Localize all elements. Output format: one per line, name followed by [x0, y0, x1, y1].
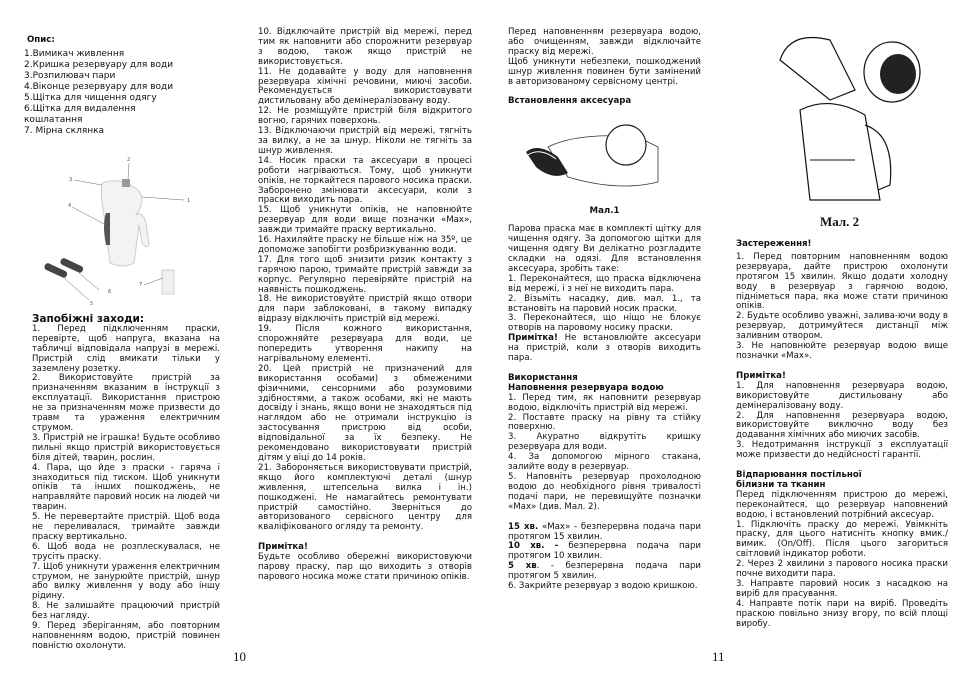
list-item: 17. Для того щоб знизити ризик контакту з гарячою парою, тримайте пристрій завжди за корпус. Регулярно перевіряйте пристрій на наявність пошкоджень.: [258, 254, 472, 295]
list-item: 2. Будьте особливо уважні, залива-ючи воду в резервуар, дотримуйтеся дистанції між заливним отвором.: [736, 311, 948, 342]
list-item: 5. Не перевертайте пристрій. Щоб вода не переливалася, тримайте завжди праску вертикально.: [32, 512, 220, 542]
list-item: 15. Щоб уникнути опіків, не наповнюйте резервуар для води вище позначки «Max», завжди тримайте праску вертикально.: [258, 205, 472, 236]
list-item: 2. Поставте праску на рівну та стійку поверхню.: [508, 412, 701, 433]
list-item: 1. Перед підключенням праски, перевірте, щоб напруга, вказана на табличці відповідала напрузі в мережі. Пристрій слід вмикати тільки у заземлену розетку.: [32, 323, 220, 374]
list-item: 10. Відключайте пристрій від мережі, перед тим як наповнити або спорожнити резервуар з водою, також якщо пристрій не використовується.: [258, 27, 472, 67]
list-item: 6.Щітка для видалення кошлатання: [24, 103, 136, 125]
column-2: [258, 28, 472, 583]
brush-attachment-image: [508, 107, 701, 207]
list-item: 14. Носик праски та аксесуари в процесі роботи нагріваються. Тому, щоб уникнути опіків, не торкайтеся парового носика праски. Заборонено змінювати аксесуари, коли з праски виходить пара.: [258, 155, 472, 206]
figure-label: 5: [90, 300, 94, 307]
list-item: 3. Недотримання інструкції з експлуатації може призвести до недійсності гарантії.: [736, 440, 948, 461]
list-item: 19. Після кожного використання, спорожняйте резервуара для води, це попередить утворення накипу на нагрівальному елементі.: [258, 324, 472, 364]
usage-title: Використання: [508, 372, 578, 383]
note-text: Не встановлюйте аксесуари на пристрій, коли з отворів виходить пара.: [508, 333, 701, 364]
accessory-title: Встановлення аксесуара: [508, 96, 632, 107]
safety-list-part1: [32, 325, 220, 652]
steamer-filling-image: [770, 0, 950, 220]
safety-title: Запобіжні заходи:: [32, 312, 145, 325]
list-item: 4. За допомогою мірного стакана, залийте воду в резервуар.: [508, 452, 701, 473]
level-item: [508, 542, 701, 562]
list-item: 7. Мірна склянка: [24, 125, 105, 136]
level-label: 10 хв. -: [508, 541, 559, 552]
figure-label: 7: [139, 281, 143, 288]
list-item: 4. Пара, що йде з праски - гаряча і знаходиться під тиском. Щоб уникнути опіків та інших пошкоджень, не направляйте паровий носик на людей чи тварин.: [32, 462, 220, 513]
steamer-diagram-image: [24, 145, 224, 315]
list-item: 4.Віконце резервуару для води: [24, 81, 174, 92]
description-list: [24, 49, 220, 137]
steaming-title: Відпарювання постільної білизни та тканин: [736, 470, 862, 490]
list-item: 3. Переконайтеся, що ніщо не блокує отворів на паровому носику праски.: [508, 313, 701, 334]
figure-2-caption: Мал. 2: [820, 214, 860, 229]
list-item: 6. Закрийте резервуар з водою кришкою.: [508, 581, 698, 592]
level-label: 5 хв: [508, 561, 537, 572]
list-item: 1. Перед тим, як наповнити резервуар водою, відключіть пристрій від мережі.: [508, 392, 701, 413]
figure-label: 3: [69, 176, 73, 183]
level-text: . - безперервна подача пари протягом 5 хвилин.: [508, 561, 701, 582]
list-item: 13. Відключаючи пристрій від мережі, тягніть за вилку, а не за шнур. Ніколи не тягніть за шнур живлення.: [258, 126, 472, 156]
accessory-intro: Парова праска має в комплекті щітку для чищення одягу. За допомогою щітки для чищення одягу Ви делікатно розгладите складки на одязі. Для встановлення аксесуара, зробіть таке:: [508, 224, 701, 274]
product-diagram: [24, 145, 220, 315]
list-item: 18. Не використовуйте пристрій якщо отвори для пари заблоковані, в такому випадку відразу відключіть пристрій від мережі.: [258, 294, 472, 325]
figure-1-caption: Мал.1: [589, 206, 620, 217]
fill-title: Наповнення резервуара водою: [508, 382, 664, 393]
list-item: 11. Не додавайте у воду для наповнення резервуара хімічні речовини, миючі засоби. Рекомендується використовувати дистильовану або демінералізовану воду.: [258, 66, 472, 107]
list-item: 1. Для наповнення резервуара водою, використовуйте дистильовану або демінералізовану воду.: [736, 380, 948, 411]
figure-label: 4: [68, 202, 72, 209]
list-item: 12. Не розміщуйте пристрій біля відкритого вогню, гарячих поверхонь.: [258, 106, 472, 127]
note2-title: Примітка!: [736, 370, 786, 381]
description-title: Опис:: [27, 35, 55, 45]
note-title: Примітка!: [258, 542, 308, 553]
figure-2: [770, 0, 950, 235]
list-item: 20. Цей пристрій не призначений для використання особами) з обмеженими фізичними, сенсорними або розумовими здібностями, а також особами, які не мають досвіду і знань, якщо вони не знаходяться під наглядом або не отримали інструкцію із застосування пристрою від особи, відповідальної за їх безпеку. Не рекомендовано використовувати пристрій дітям у віці до 14 років.: [258, 363, 472, 463]
note-paragraph: Перед наповненням резервуара водою, або очищенням, завжди відключайте праску від мережі.: [508, 27, 701, 57]
warning-title: Застереження!: [736, 239, 812, 249]
list-item: 5. Наповніть резервуар прохолодною водою до необхідного рівня тривалості подачі пари, не перевищуйте позначки «Max» (див. Мал. 2).: [508, 472, 701, 512]
list-item: 1.Вимикач живлення: [24, 48, 125, 59]
list-item: 2. Візьміть насадку, див. мал. 1., та встановіть на паровий носик праски.: [508, 293, 701, 314]
figure-label: 1: [187, 197, 191, 204]
list-item: 2. Використовуйте пристрій за призначенням вказаним в інструкції з експлуатації. Використання пристрою не за призначенням може призвести до травм та ураження електричним струмом.: [32, 373, 220, 433]
figure-label: 6: [108, 288, 112, 295]
list-item: 3. Пристрій не іграшка! Будьте особливо пильні якщо пристрій використовується біля дітей, тварин, рослин.: [32, 432, 220, 463]
list-item: 7. Щоб уникнути ураження електричним струмом, не занурюйте пристрій, шнур або вилку живлення у воду або іншу рідину.: [32, 561, 220, 602]
list-item: 21. Забороняється використовувати пристрій, якщо його комплектуючі деталі (шнур живлення, штепсельна вилка і ін.) пошкоджені. Не намагайтесь ремонтувати пристрій самостійно. Зверніться до авторизованого сервісного центру для кваліфікованого огляду та ремонту.: [258, 462, 472, 533]
steaming-intro: Перед підключенням пристрою до мережі, переконайтеся, що резервуар наповнений водою, і встановлений потрібний аксесуар.: [736, 489, 948, 520]
column-3: [508, 28, 701, 592]
column-1: [24, 36, 220, 652]
level-item: [508, 562, 701, 582]
level-item: [508, 523, 701, 543]
page-number-right: 11: [712, 649, 725, 664]
list-item: 1. Переконайтеся, що праска відключена від мережі, і з неї не виходить пара.: [508, 273, 701, 294]
column-4: [736, 240, 948, 630]
list-item: 1. Перед повторним наповненням водою резервуара, дайте пристрою охолонути протягом 15 хвилин. Якщо додати холодну воду в резервуар з гарячою водою, підніметься пара, яка може стати причиною опіків.: [736, 251, 948, 312]
list-item: 2. Через 2 хвилини з парового носика праски почне виходити пара.: [736, 559, 948, 580]
page-number-left: 10: [233, 649, 246, 664]
list-item: 3. Акуратно відкрутіть кришку резервуара для води.: [508, 432, 701, 453]
level-label: 15 хв.: [508, 521, 539, 532]
list-item: 4. Направте потік пари на виріб. Проведіть праскою повільно знизу вгору, по всій площі виробу.: [736, 598, 948, 629]
list-item: 8. Не залишайте працюючий пристрій без нагляду.: [32, 601, 220, 622]
list-item: 5.Щітка для чищення одягу: [24, 92, 157, 103]
level-text: безперервна подача пари протягом 10 хвилин.: [508, 541, 701, 562]
note-text: Будьте особливо обережні використовуючи парову праску, пар що виходить з отворів парового носика може стати причиною опіків.: [258, 552, 472, 582]
list-item: 16. Нахиляйте праску не більше ніж на 35º, це допоможе запобігти розбризкуванню води.: [258, 235, 472, 255]
level-text: «Max» - безперервна подача пари протягом 15 хвилин.: [508, 521, 701, 542]
list-item: 3.Розпилювач пари: [24, 70, 116, 81]
list-item: 1. Підключіть праску до мережі. Увімкніть праску, для цього натисніть кнопку вмик./вимик. (On/Off). Після цього загориться світловий індикатор роботи.: [736, 519, 948, 560]
list-item: 2.Кришка резервуару для води: [24, 59, 174, 70]
list-item: 6. Щоб вода не розплескувалася, не трусіть праску.: [32, 541, 220, 562]
list-item: 3. Направте паровий носик з насадкою на виріб для прасування.: [736, 579, 948, 599]
list-item: 2. Для наповнення резервуара водою, використовуйте виключно воду без додавання хімічних або миючих засобів.: [736, 410, 948, 441]
figure-1: [508, 107, 701, 207]
list-item: 9. Перед зберіганням, або повторним наповненням водою, пристрій повинен повністю охолонути.: [32, 621, 220, 651]
figure-label: 2: [127, 156, 131, 163]
note-paragraph: Щоб уникнути небезпеки, пошкоджений шнур живлення повинен бути замінений в авторизованому сервісному центрі.: [508, 56, 701, 87]
note-label: Примітка!: [508, 333, 558, 344]
list-item: 3. Не наповнюйте резервуар водою вище позначки «Max».: [736, 341, 948, 361]
